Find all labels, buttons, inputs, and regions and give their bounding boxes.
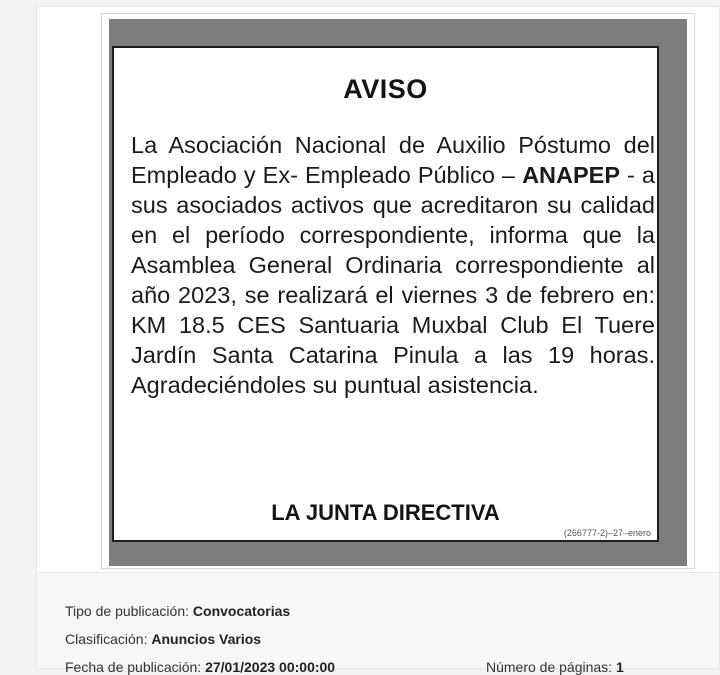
- notice-body-text-2: - a sus asociados activos que acreditaron su calidad en el período correspondiente, informa que la Asamblea General Ordinaria correspondiente al año 2023, se realizará el viernes 3 de febrero en: KM 18.5 CES Santuaria Muxbal Club El Tuere Jardín Santa Catarina Pinula a las 19 horas. Agradeciéndoles su puntual asistencia.: [131, 162, 655, 398]
- notice-image-background: [109, 19, 687, 566]
- notice-body-text-1: La Asociación Nacional de Auxilio Póstumo del Empleado y Ex- Empleado Público –: [131, 132, 655, 188]
- notice-body-acronym: ANAPEP: [522, 162, 620, 188]
- notice-body: [131, 130, 655, 400]
- publication-type: [65, 603, 290, 619]
- publication-details: [37, 572, 719, 675]
- classification-label: Clasificación:: [65, 631, 148, 647]
- notice-title: AVISO: [343, 74, 428, 104]
- notice-signature: LA JUNTA DIRECTIVA: [271, 500, 500, 525]
- notice-image[interactable]: [101, 13, 695, 569]
- publication-date-value: 27/01/2023 00:00:00: [205, 659, 336, 675]
- publication-card: [36, 6, 720, 675]
- publication-date-label: Fecha de publicación:: [65, 659, 202, 675]
- page-count-label: Número de páginas:: [486, 659, 613, 675]
- page-count: [486, 659, 624, 675]
- publication-type-value: Convocatorias: [192, 603, 291, 619]
- publication-date: [65, 659, 335, 675]
- publication-type-label: Tipo de publicación:: [65, 603, 190, 619]
- classification-value: Anuncios Varios: [151, 631, 262, 647]
- page-count-value: 1: [615, 659, 624, 675]
- publication-classification: [65, 631, 261, 647]
- notice-reference: (266777-2)–27–enero: [563, 528, 651, 538]
- notice-box: [112, 46, 659, 542]
